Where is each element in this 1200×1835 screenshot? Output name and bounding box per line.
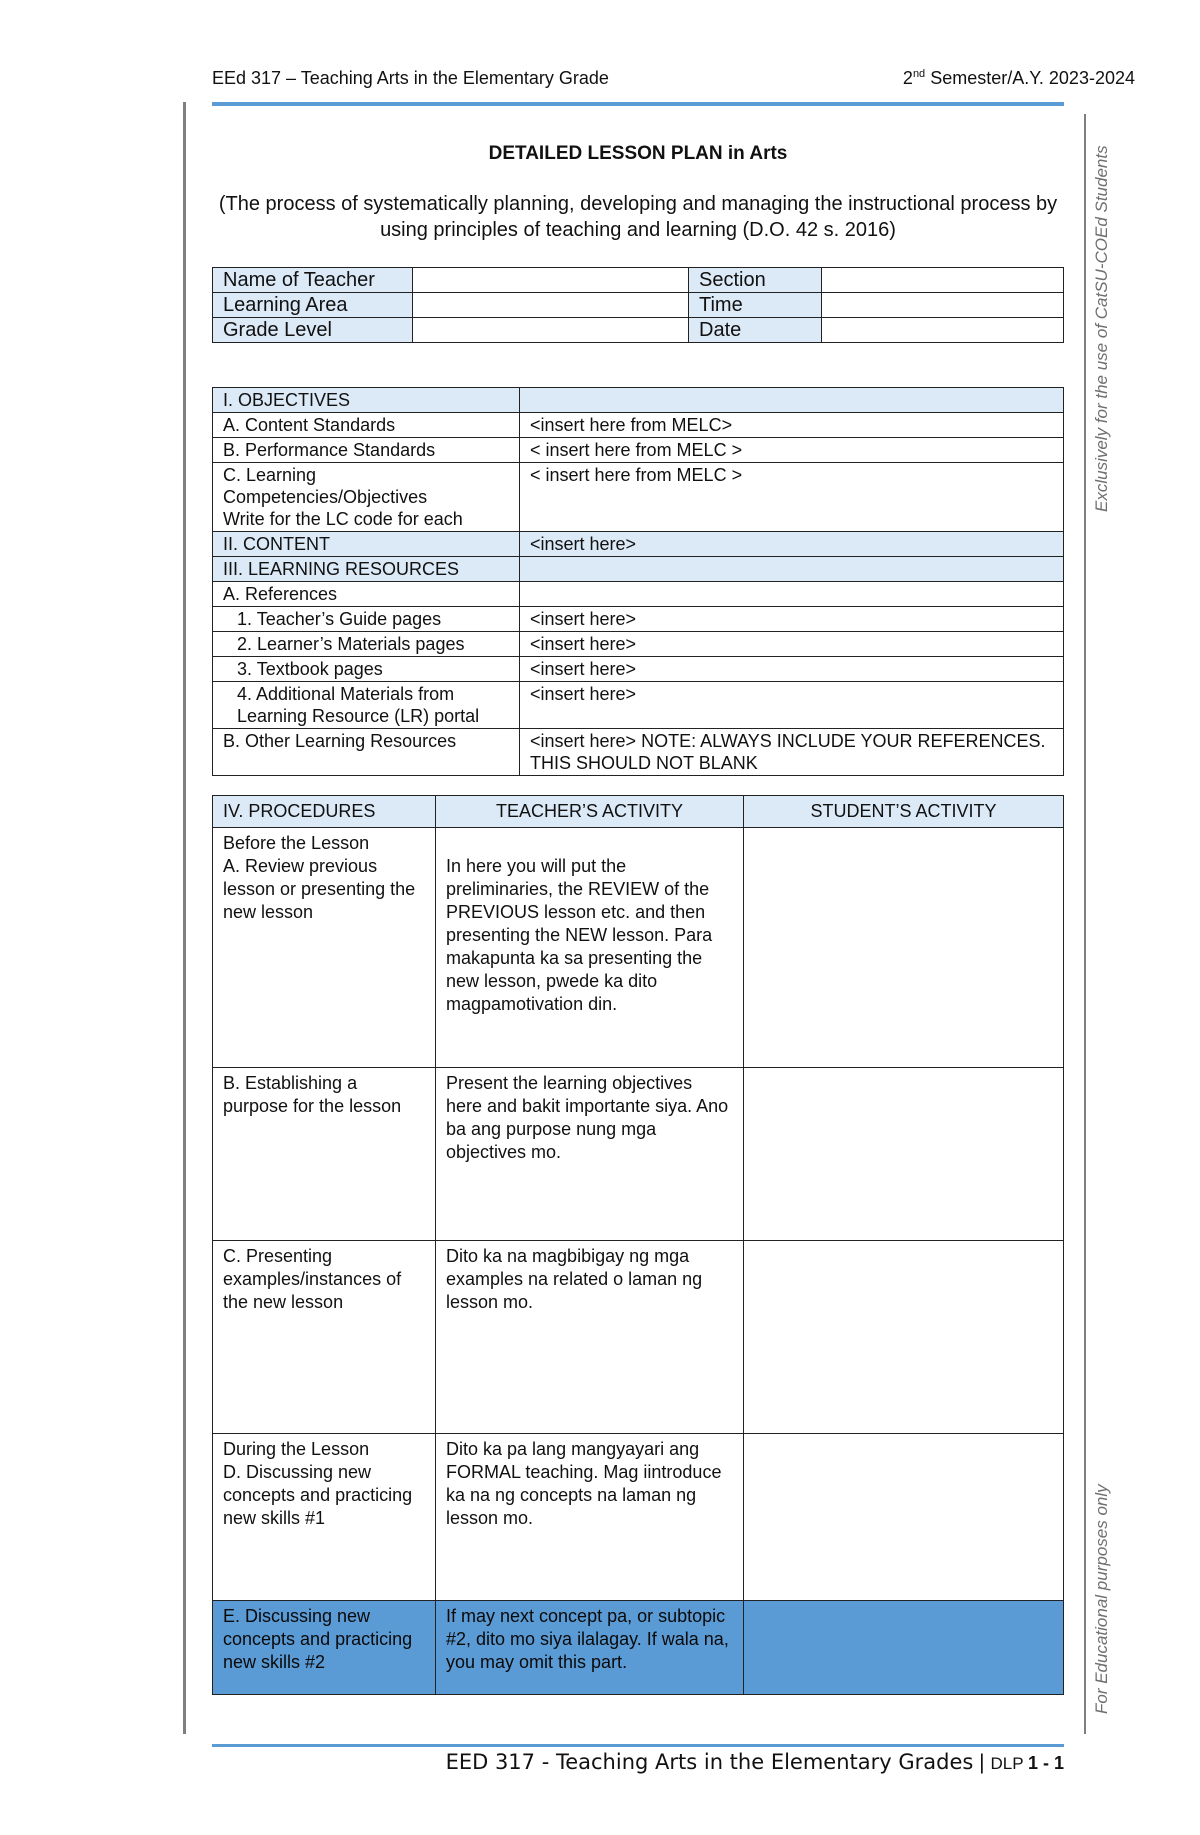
student-activity[interactable]: [744, 1241, 1064, 1434]
row-label: 3. Textbook pages: [213, 657, 520, 682]
row-label: 1. Teacher’s Guide pages: [213, 607, 520, 632]
procedures-header-row: [213, 796, 1064, 828]
info-label: Time: [689, 293, 822, 318]
student-activity[interactable]: [744, 1068, 1064, 1241]
student-activity[interactable]: [744, 1434, 1064, 1601]
row-label: 2. Learner’s Materials pages: [213, 632, 520, 657]
info-value-field[interactable]: [822, 293, 1064, 318]
section-row-learning-resources: [213, 557, 1064, 582]
info-label: Grade Level: [213, 318, 413, 343]
header-student-activity: STUDENT’S ACTIVITY: [744, 796, 1064, 828]
procedure-label: During the Lesson D. Discussing new concepts and practicing new skills #1: [213, 1434, 436, 1601]
row-value: <insert here>: [520, 532, 1064, 557]
section-row-content: [213, 532, 1064, 557]
document-subtitle: (The process of systematically planning, developing and managing the instructional process by using principles of teaching and learning (D.O. 42 s. 2016): [218, 193, 1058, 241]
table-row: [213, 632, 1064, 657]
row-label: A. References: [213, 582, 520, 607]
teacher-activity: In here you will put the preliminaries, the REVIEW of the PREVIOUS lesson etc. and then presenting the NEW lesson. Para makapunta ka sa presenting the new lesson, pwede ka dito magpamotivation din.: [436, 828, 744, 1068]
footer-separator: |: [973, 1751, 991, 1774]
row-value: <insert here>: [520, 657, 1064, 682]
side-note-educational: For Educational purposes only: [1092, 1484, 1111, 1714]
objectives-table: [212, 387, 1064, 776]
row-value: <insert here from MELC>: [520, 413, 1064, 438]
row-value: [520, 557, 1064, 582]
row-value: <insert here>: [520, 632, 1064, 657]
table-row: [213, 607, 1064, 632]
info-row: [213, 318, 1064, 343]
row-label: B. Other Learning Resources: [213, 729, 520, 776]
table-row: [213, 438, 1064, 463]
side-note-exclusive: Exclusively for the use of CatSU-COEd Students: [1092, 145, 1111, 512]
table-row: [213, 463, 1064, 532]
document-title: DETAILED LESSON PLAN in Arts: [488, 143, 788, 164]
row-label: II. CONTENT: [213, 532, 520, 557]
row-label: I. OBJECTIVES: [213, 388, 520, 413]
row-label: 4. Additional Materials from Learning Resource (LR) portal: [213, 682, 520, 729]
header-teacher-activity: TEACHER’S ACTIVITY: [436, 796, 744, 828]
info-label: Section: [689, 268, 822, 293]
teacher-activity: Dito ka na magbibigay ng mga examples na related o laman ng lesson mo.: [436, 1241, 744, 1434]
row-value: [520, 388, 1064, 413]
info-value-field[interactable]: [822, 318, 1064, 343]
procedure-row: [213, 1434, 1064, 1601]
procedure-label: Before the Lesson A. Review previous lesson or presenting the new lesson: [213, 828, 436, 1068]
row-value: [520, 582, 1064, 607]
procedure-row: [213, 1068, 1064, 1241]
procedure-row: [213, 828, 1064, 1068]
info-row: [213, 268, 1064, 293]
teacher-info-table: [212, 267, 1064, 343]
row-value: <insert here>: [520, 607, 1064, 632]
procedure-row-highlighted: [213, 1601, 1064, 1695]
right-margin-rule: [1084, 114, 1086, 1734]
row-value: < insert here from MELC >: [520, 463, 1064, 532]
info-value-field[interactable]: [413, 318, 689, 343]
info-label: Name of Teacher: [213, 268, 413, 293]
footer: [446, 1750, 1064, 1775]
info-label: Learning Area: [213, 293, 413, 318]
procedure-label: C. Presenting examples/instances of the new lesson: [213, 1241, 436, 1434]
procedure-label: B. Establishing a purpose for the lesson: [213, 1068, 436, 1241]
teacher-activity: Dito ka pa lang mangyayari ang FORMAL teaching. Mag iintroduce ka na ng concepts na laman ng lesson mo.: [436, 1434, 744, 1601]
info-value-field[interactable]: [413, 268, 689, 293]
procedures-table: [212, 795, 1064, 1695]
left-margin-rule: [183, 102, 186, 1734]
header-procedures: IV. PROCEDURES: [213, 796, 436, 828]
procedure-label: E. Discussing new concepts and practicing new skills #2: [213, 1601, 436, 1695]
section-row-objectives: [213, 388, 1064, 413]
row-value: <insert here>: [520, 682, 1064, 729]
footer-page-number: 1 - 1: [1027, 1753, 1064, 1773]
row-value: <insert here> NOTE: ALWAYS INCLUDE YOUR REFERENCES. THIS SHOULD NOT BLANK: [520, 729, 1064, 776]
row-label: C. Learning Competencies/Objectives Write for the LC code for each: [213, 463, 520, 532]
info-value-field[interactable]: [413, 293, 689, 318]
table-row: [213, 729, 1064, 776]
table-row: [213, 682, 1064, 729]
teacher-activity: If may next concept pa, or subtopic #2, dito mo siya ilalagay. If wala na, you may omit this part.: [436, 1601, 744, 1695]
table-row: [213, 582, 1064, 607]
row-label: III. LEARNING RESOURCES: [213, 557, 520, 582]
header-semester: 2nd Semester/A.Y. 2023-2024: [902, 68, 1135, 88]
info-label: Date: [689, 318, 822, 343]
teacher-activity: Present the learning objectives here and bakit importante siya. Ano ba ang purpose nung mga objectives mo.: [436, 1068, 744, 1241]
row-label: A. Content Standards: [213, 413, 520, 438]
table-row: [213, 657, 1064, 682]
procedure-row: [213, 1241, 1064, 1434]
footer-rule: [212, 1744, 1064, 1747]
table-row: [213, 413, 1064, 438]
student-activity[interactable]: [744, 1601, 1064, 1695]
header-rule: [212, 102, 1064, 106]
footer-course: EED 317 - Teaching Arts in the Elementary Grades: [445, 1750, 974, 1774]
info-value-field[interactable]: [822, 268, 1064, 293]
student-activity[interactable]: [744, 828, 1064, 1068]
row-label: B. Performance Standards: [213, 438, 520, 463]
info-row: [213, 293, 1064, 318]
footer-dlp: DLP: [990, 1754, 1028, 1773]
header-course-title: EEd 317 – Teaching Arts in the Elementary Grade: [212, 68, 609, 88]
row-value: < insert here from MELC >: [520, 438, 1064, 463]
